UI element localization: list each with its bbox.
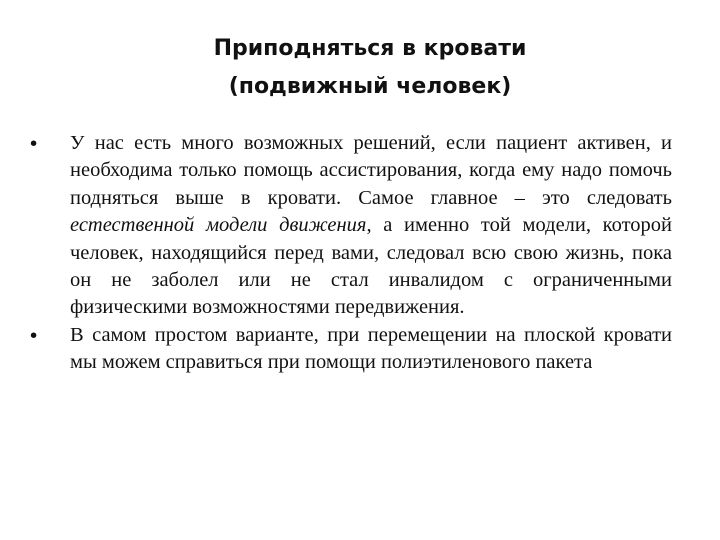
bullet-icon: • xyxy=(30,323,38,347)
bullet-list xyxy=(30,130,672,377)
bullet-item-1 xyxy=(30,130,672,322)
slide-title-line-1: Приподняться в кровати xyxy=(213,36,527,61)
bullet-1-text-end: , а именно той модели, которой человек, находящийся перед вами, следовал всю свою жизнь, пока он не заболел или не стал инвалидом с ограниченными физическими возможностями передвижения. xyxy=(70,214,672,319)
bullet-1-text-start: У нас есть много возможных решений, если пациент активен, и необходима только помощь ассистирования, когда ему надо помочь подняться выше в кровати. Самое главное – это следовать xyxy=(70,132,672,209)
slide-title xyxy=(150,30,590,106)
slide-title-line-2: (подвижный человек) xyxy=(228,74,512,99)
bullet-item-2 xyxy=(30,322,672,377)
bullet-2-text: В самом простом варианте, при перемещении на плоской кровати мы можем справиться при помощи полиэтиленового пакета xyxy=(70,323,672,374)
bullet-1-emphasis: естественной модели движения xyxy=(70,214,367,237)
bullet-icon: • xyxy=(30,132,38,155)
